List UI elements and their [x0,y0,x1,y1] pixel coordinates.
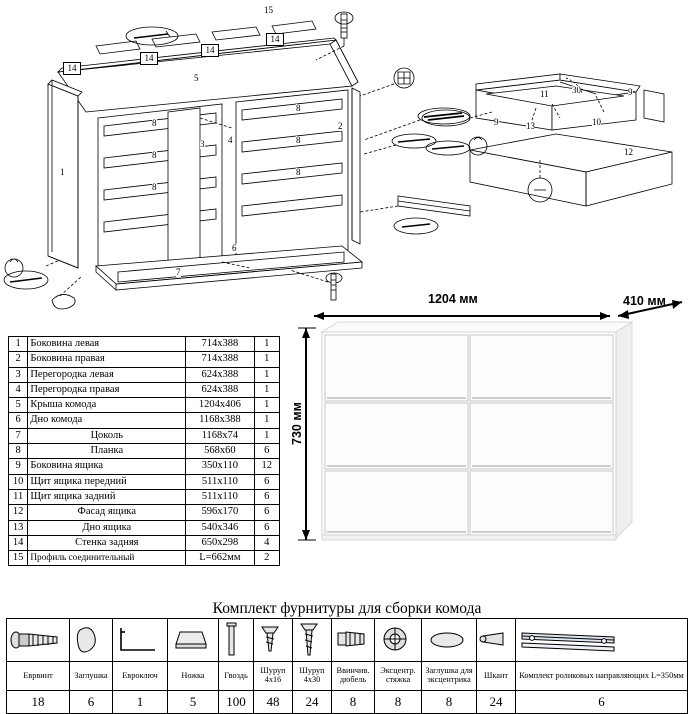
cap-icon [70,622,104,658]
callout-14-d: 14 [266,33,284,46]
hw-count: 24 [293,691,332,714]
callout-8-r3: 8 [296,167,301,177]
hw-count: 24 [477,691,516,714]
hardware-labels-row [7,662,688,691]
hw-count: 5 [168,691,219,714]
part-name: Цоколь [28,428,186,443]
table-row [9,459,280,474]
callout-6: 6 [232,243,237,253]
hw-label: Комплект роликовых направляющих L=350мм [516,662,688,691]
part-name: Перегородка левая [28,367,186,382]
callout-8-r2: 8 [296,135,301,145]
callout-8-r1: 8 [296,103,301,113]
assembly-svg [0,0,694,330]
part-qty: 2 [254,551,280,566]
table-row [9,505,280,520]
hw-icon-cell [422,619,477,662]
callout-8-l2: 8 [152,150,157,160]
part-dim: L=662мм [186,551,254,566]
leg-icon [168,622,214,658]
part-no: 1 [9,337,28,352]
part-qty: 6 [254,474,280,489]
dowel-icon [477,622,511,658]
part-qty: 1 [254,398,280,413]
table-row [9,367,280,382]
callout-11: 11 [540,89,549,99]
part-no: 11 [9,489,28,504]
product-svg [286,286,688,592]
parts-table-body [9,337,280,566]
hw-label: Шуруп 4х16 [254,662,293,691]
part-no: 6 [9,413,28,428]
part-qty: 1 [254,413,280,428]
part-name: Перегородка правая [28,382,186,397]
hw-count: 100 [219,691,254,714]
part-name: Дно ящика [28,520,186,535]
cam-lock-icon [375,621,417,659]
table-row [9,489,280,504]
part-name: Дно комода [28,413,186,428]
callout-14-b: 14 [140,52,158,65]
table-row [9,398,280,413]
part-dim: 624х388 [186,367,254,382]
hw-count: 1 [113,691,168,714]
part-qty: 12 [254,459,280,474]
height-dimension-label: 730 мм [290,402,304,445]
part-dim: 568х60 [186,444,254,459]
hw-label: Заглушка [70,662,113,691]
callout-14-c: 14 [201,44,219,57]
hw-icon-cell [7,619,70,662]
table-row [9,551,280,566]
cam-cover-cap-icon [422,622,472,658]
hw-label: Эксцентр. стяжка [375,662,422,691]
exploded-assembly-drawing [0,0,694,330]
part-dim: 350х110 [186,459,254,474]
part-no: 7 [9,428,28,443]
part-qty: 6 [254,520,280,535]
callout-1: 1 [60,167,65,177]
part-qty: 6 [254,489,280,504]
table-row [9,428,280,443]
part-name: Планка [28,444,186,459]
roller-slides-icon [516,621,620,659]
hw-label: Еврвинт [7,662,70,691]
callout-14-a: 14 [63,62,81,75]
callout-7: 7 [176,267,181,277]
table-row [9,535,280,550]
callout-15: 15 [264,5,273,15]
hw-icon-cell [168,619,219,662]
hw-icon-cell [70,619,113,662]
part-qty: 4 [254,535,280,550]
hw-label: Шкант [477,662,516,691]
callout-9-a: 9 [494,117,499,127]
part-name: Стенка задняя [28,535,186,550]
hw-label: Гвоздь [219,662,254,691]
part-dim: 1168х74 [186,428,254,443]
parts-table [8,336,280,566]
part-dim: 511х110 [186,489,254,504]
callout-30-angle: 30 [572,85,581,95]
part-dim: 624х388 [186,382,254,397]
part-dim: 1168х388 [186,413,254,428]
part-qty: 6 [254,505,280,520]
part-no: 2 [9,352,28,367]
part-name: Боковина левая [28,337,186,352]
table-row [9,352,280,367]
part-dim: 1204х406 [186,398,254,413]
width-dimension-label: 1204 мм [428,292,478,306]
part-qty: 6 [254,444,280,459]
callout-2: 2 [338,121,343,131]
part-no: 14 [9,535,28,550]
nail-icon [219,621,245,659]
product-render [286,286,688,592]
hw-icon-cell [516,619,688,662]
part-no: 12 [9,505,28,520]
depth-dimension-label: 410 мм [623,294,666,308]
hw-icon-cell [375,619,422,662]
callout-8-l3: 8 [152,182,157,192]
hw-icon-cell [477,619,516,662]
hw-count: 8 [332,691,375,714]
callout-5: 5 [194,73,199,83]
hw-label: Ввинчив. дюбель [332,662,375,691]
part-name: Щит ящика задний [28,489,186,504]
hw-label: Заглушка для эксцентрика [422,662,477,691]
hw-icon-cell [219,619,254,662]
part-name: Профиль соединительный [28,551,186,566]
table-row [9,520,280,535]
euro-key-icon [113,622,163,658]
part-name: Щит ящика передний [28,474,186,489]
part-dim: 714х388 [186,352,254,367]
callout-12: 12 [624,147,633,157]
table-row [9,337,280,352]
part-qty: 1 [254,337,280,352]
part-dim: 540х346 [186,520,254,535]
hw-icon-cell [113,619,168,662]
part-dim: 596х170 [186,505,254,520]
part-no: 5 [9,398,28,413]
part-qty: 1 [254,367,280,382]
hw-icon-cell [332,619,375,662]
part-no: 3 [9,367,28,382]
part-no: 15 [9,551,28,566]
part-qty: 1 [254,382,280,397]
hw-count: 6 [516,691,688,714]
part-no: 4 [9,382,28,397]
table-row [9,413,280,428]
part-qty: 1 [254,428,280,443]
callout-10: 10 [592,117,601,127]
callout-8-l1: 8 [152,118,157,128]
callout-9-b: 9 [628,87,633,97]
hw-count: 6 [70,691,113,714]
part-no: 13 [9,520,28,535]
hw-count: 18 [7,691,70,714]
hw-label: Шуруп 4х30 [293,662,332,691]
part-name: Боковина ящика [28,459,186,474]
hw-icon-cell [293,619,332,662]
part-no: 9 [9,459,28,474]
part-name: Боковина правая [28,352,186,367]
screw-in-dowel-icon [332,621,372,659]
hardware-icons-row [7,619,688,662]
callout-4: 4 [228,135,233,145]
callout-3: 3 [200,139,205,149]
table-row [9,474,280,489]
hw-count: 8 [375,691,422,714]
hw-label: Евроключ [113,662,168,691]
table-row [9,382,280,397]
part-name: Крыша комода [28,398,186,413]
hw-icon-cell [254,619,293,662]
part-dim: 650х298 [186,535,254,550]
part-qty: 1 [254,352,280,367]
part-name: Фасад ящика [28,505,186,520]
hardware-kit-title: Комплект фурнитуры для сборки комода [212,600,482,617]
part-no: 10 [9,474,28,489]
callout-13: 13 [526,121,535,131]
table-row [9,444,280,459]
hardware-counts-row [7,691,688,714]
hw-label: Ножка [168,662,219,691]
hw-count: 48 [254,691,293,714]
part-dim: 511х110 [186,474,254,489]
screw-4x30-icon [293,621,327,659]
part-no: 8 [9,444,28,459]
part-dim: 714х388 [186,337,254,352]
euro-screw-icon [7,621,63,659]
hw-count: 8 [422,691,477,714]
screw-4x16-icon [254,621,288,659]
